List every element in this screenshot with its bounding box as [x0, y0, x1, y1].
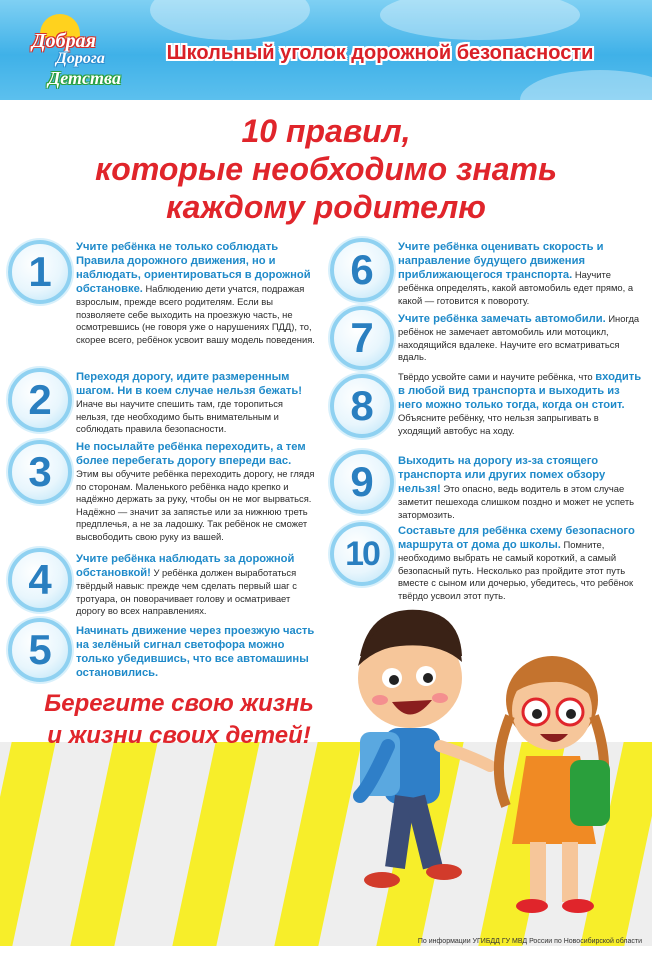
main-title-line-1: 10 правил,	[241, 113, 411, 149]
rule-number: 2	[28, 376, 52, 423]
rule-number: 9	[350, 458, 374, 505]
main-title-line-2: которые необходимо знать	[95, 151, 557, 187]
rule-number-badge	[8, 618, 72, 682]
rule-number: 8	[350, 382, 374, 429]
rule-number-badge	[330, 374, 394, 438]
rule-text	[398, 312, 642, 364]
rule-body: Это опасно, ведь водитель в этом случае заметит пешехода слишком поздно и может не успеть затормозить.	[398, 483, 635, 520]
rule-lead: Переходя дорогу, идите размеренным шагом. Ни в коем случае нельзя бежать!	[76, 371, 302, 397]
rule-lead: входить в любой вид транспорта и выходить из него можно только тогда, когда он стоит.	[398, 371, 642, 411]
rule-text	[398, 454, 642, 521]
slogan-line-1: Берегите свою жизнь	[44, 690, 314, 717]
rule-intro: Твёрдо усвойте сами и научите ребёнка, что	[398, 371, 596, 382]
rule-body: Иначе вы научите спешить там, где торопиться нельзя, где необходимо быть внимательным и соблюдать правила безопасности.	[76, 398, 283, 435]
rule-number: 3	[28, 448, 52, 495]
rule-number: 1	[28, 248, 52, 295]
rule-lead: Учите ребёнка не только соблюдать Правила дорожного движения, но и наблюдать, ориентироваться в дорожной обстановке.	[76, 241, 311, 295]
rule-number-badge	[8, 440, 72, 504]
header-banner	[0, 0, 652, 100]
rule-text	[76, 440, 316, 544]
rule-number-badge	[8, 548, 72, 612]
rule-number: 4	[28, 556, 52, 603]
header-title: Школьный уголок дорожной безопасности	[166, 42, 594, 64]
boy-figure	[358, 610, 490, 888]
rule-number-badge	[8, 368, 72, 432]
rule-number: 10	[345, 535, 379, 573]
rule-lead: Составьте для ребёнка схему безопасного маршрута от дома до школы.	[398, 525, 635, 551]
rule-lead: Не посылайте ребёнка переходить, а тем более перебегать дорогу впереди вас.	[76, 441, 306, 467]
slogan-line-2: и жизни своих детей!	[47, 722, 311, 749]
rule-body: Иногда ребёнок не замечает автомобиль или мотоцикл, находящийся вдалеке. Научите его всматриваться вдаль.	[398, 313, 640, 363]
rule-body: Научите ребёнка определять, какой автомобиль едет прямо, а какой — готовится к повороту.	[398, 269, 634, 306]
rule-text	[398, 370, 642, 437]
girl-figure	[499, 656, 610, 913]
rule-text	[76, 240, 316, 346]
rule-text	[76, 370, 316, 436]
rule-lead: Выходить на дорогу из-за стоящего транспорта или других помех обзору нельзя!	[398, 455, 606, 495]
rule-text	[76, 624, 316, 680]
rule-number-badge	[330, 450, 394, 514]
rule-body: Этим вы обучите ребёнка переходить дорогу, не глядя по сторонам. Маленького ребёнка надо крепко и надёжно держать за руку, чтобы он не мог вырваться. Надёжно — значит за запястье или за нижнюю треть предплечья, а не за ладошку. Так ребёнок не сможет высвободить свою руку из вашей.	[76, 468, 315, 542]
header-title-band	[130, 38, 630, 74]
rule-body: Объясните ребёнку, что нельзя запрыгивать в уходящий автобус на ходу.	[398, 412, 599, 436]
rule-number-badge	[330, 522, 394, 586]
rule-number-badge	[330, 306, 394, 370]
rule-lead: Учите ребёнка замечать автомобили.	[398, 313, 606, 325]
rule-body: Помните, необходимо выбрать не самый короткий, а самый безопасный путь. Несколько раз пройдите этот путь вместе с сыном или дочерью, убедитесь, что ребёнок твёрдо усвоил этот путь.	[398, 539, 634, 601]
main-title-line-3: каждому родителю	[166, 189, 486, 225]
rule-number-badge	[8, 240, 72, 304]
rule-lead: Учите ребёнка наблюдать за дорожной обстановкой!	[76, 553, 295, 579]
rule-number: 7	[350, 314, 374, 361]
logo-word-1: Добрая	[32, 30, 96, 52]
rule-number-badge	[330, 238, 394, 302]
rule-text	[398, 240, 642, 307]
rule-number: 5	[28, 626, 52, 673]
rule-body: Наблюдению дети учатся, подражая взрослым, прежде всего родителям. Если вы позволяете себе выходить на проезжую часть, не осмотревшись (не говоря уже о нарушениях ПДД), то, скорее всего, ребёнок усвоит вашу модель поведения.	[76, 283, 315, 345]
main-title	[40, 112, 612, 226]
crossing-stripe	[70, 742, 157, 946]
footer-source-note: По информации УГИБДД ГУ МВД России по Новосибирской области	[417, 938, 642, 945]
logo-word-2: Дорога	[56, 50, 105, 67]
rule-body: У ребёнка должен выработаться твёрдый навык: прежде чем сделать первый шаг с тротуара, он поворачивает голову и осматривает дорогу во всех направлениях.	[76, 567, 297, 617]
rule-text	[398, 524, 642, 602]
rule-lead: Учите ребёнка оценивать скорость и направление будущего движения приближающегося транспорта.	[398, 241, 604, 281]
crossing-stripe	[0, 742, 56, 946]
children-illustration	[340, 596, 640, 936]
logo	[18, 10, 130, 92]
crossing-stripe	[172, 742, 259, 946]
slogan	[14, 688, 344, 752]
logo-word-3: Детства	[48, 68, 121, 88]
rule-lead: Начинать движение через проезжую часть на зелёный сигнал светофора можно только убедившись, что все автомашины остановились.	[76, 625, 315, 679]
rule-number: 6	[350, 246, 374, 293]
rule-text	[76, 552, 316, 618]
